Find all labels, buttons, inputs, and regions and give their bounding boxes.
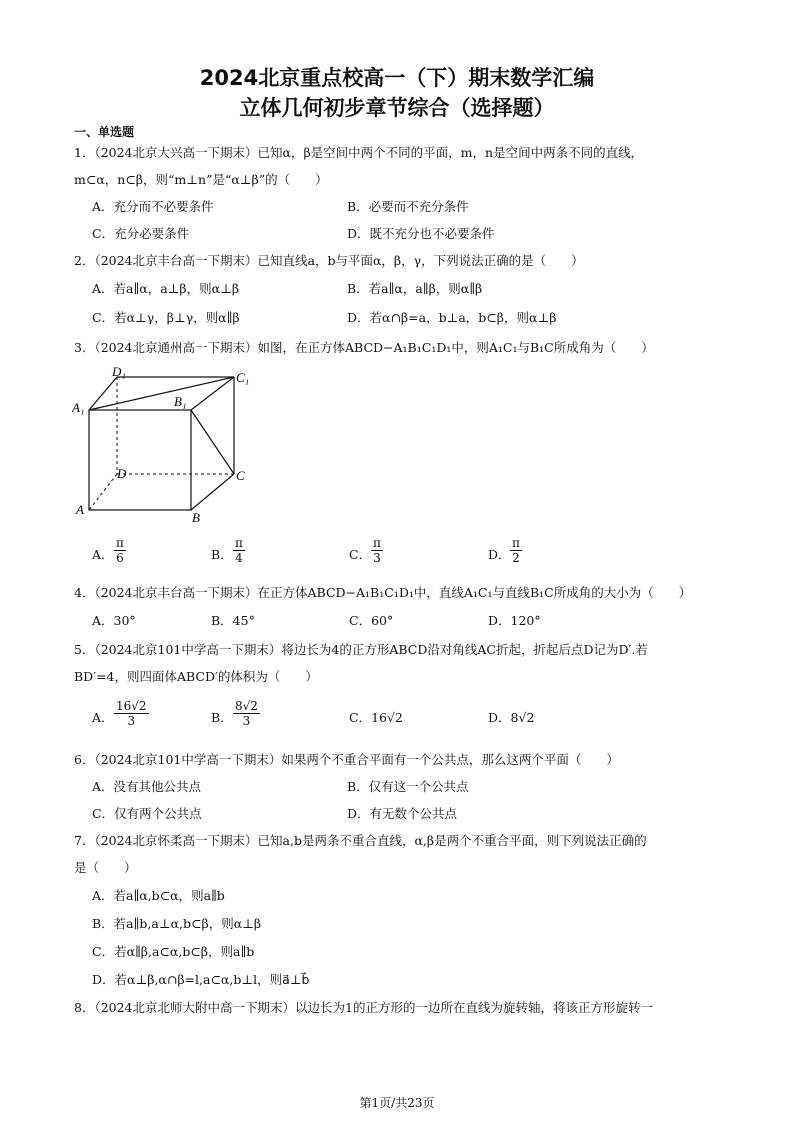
q5-option-d: D．8√2 (488, 710, 535, 725)
cube-figure (72, 360, 262, 526)
q2-option-d: D．若α∩β=a，b⊥a，b⊂β，则α⊥β (347, 310, 557, 325)
q7-stem-line1: 7．（2024北京怀柔高一下期末）已知a,b是两条不重合直线，α,β是两个不重合平面，则下列说法正确的 (74, 833, 647, 848)
label-a1: A₁ (72, 400, 85, 415)
q1-option-c: C．充分必要条件 (92, 226, 190, 241)
section-heading: 一、单选题 (74, 125, 135, 139)
q4-option-d: D．120° (488, 613, 541, 628)
q2-option-b: B．若a∥α，a∥β，则α∥β (347, 281, 483, 296)
q5-stem-line1: 5．（2024北京101中学高一下期末）将边长为4的正方形ABCD沿对角线AC折起，折起后点D记为D′.若 (74, 642, 648, 657)
q3-option-c-label: C． (349, 547, 372, 562)
label-c1: C₁ (236, 370, 250, 385)
label-d1: D₁ (112, 364, 126, 379)
q7-option-c: C．若α∥β,a⊂α,b⊂β，则a∥b (92, 944, 255, 959)
q1-option-d: D．既不充分也不必要条件 (347, 226, 495, 241)
q6-option-a: A．没有其他公共点 (92, 779, 202, 794)
q2-option-a: A．若a∥α，a⊥β，则α⊥β (92, 281, 240, 296)
q1-stem-line1: 1．（2024北京大兴高一下期末）已知α，β是空间中两个不同的平面，m，n是空间中两条不同的直线， (74, 145, 644, 160)
q6-stem: 6．（2024北京101中学高一下期末）如果两个不重合平面有一个公共点，那么这两个平面（ ） (74, 752, 619, 767)
q3-option-a-label: A． (92, 547, 114, 562)
q6-option-b: B．仅有这一个公共点 (347, 779, 469, 794)
q3-option-d-fraction: $\frac{\pi}{2}$ (512, 536, 520, 565)
q4-option-a: A．30° (92, 613, 136, 628)
q1-option-b: B．必要而不充分条件 (347, 199, 469, 214)
q3-option-c-fraction: $\frac{\pi}{3}$ (373, 536, 381, 565)
q3-option-b-label: B． (211, 547, 233, 562)
q3-option-a-fraction: $\frac{\pi}{6}$ (116, 536, 124, 565)
q4-option-c: C．60° (349, 613, 394, 628)
q7-option-b: B．若a∥b,a⊥α,b⊂β，则α⊥β (92, 916, 262, 931)
page-footer: 第1页/共23页 (359, 1096, 435, 1110)
q5-option-a-label: A． (92, 710, 114, 725)
q3-stem: 3．（2024北京通州高一下期末）如图，在正方体ABCD−A₁B₁C₁D₁中，则A₁C₁与B₁C所成角为（ ） (74, 340, 654, 355)
label-b: B (192, 510, 200, 525)
q7-stem-line2: 是（ ） (74, 860, 137, 875)
q5-stem-line2: BD′=4，则四面体ABCD′的体积为（ ） (74, 669, 318, 684)
q6-option-c: C．仅有两个公共点 (92, 806, 202, 821)
q3-option-b-fraction: $\frac{\pi}{4}$ (235, 536, 243, 565)
title-line-1: 2024北京重点校高一（下）期末数学汇编 (199, 66, 595, 90)
q1-option-a: A．充分而不必要条件 (92, 199, 214, 214)
label-c: C (236, 468, 245, 483)
label-d: D (117, 466, 127, 481)
q5-option-a-fraction: $\frac{16√2}{3}$ (116, 699, 147, 728)
q2-stem: 2．（2024北京丰台高一下期末）已知直线a，b与平面α，β，γ，下列说法正确的是（ ） (74, 253, 584, 268)
q4-option-b: B．45° (211, 613, 255, 628)
q5-option-b-label: B． (211, 710, 233, 725)
q2-option-c: C．若α⊥γ，β⊥γ，则α∥β (92, 310, 240, 325)
label-b1: B₁ (174, 394, 187, 409)
q5-option-b-fraction: $\frac{8√2}{3}$ (235, 699, 258, 728)
title-line-2: 立体几何初步章节综合（选择题） (239, 96, 555, 120)
q5-option-c: C．16√2 (349, 710, 403, 725)
q3-option-d-label: D． (488, 547, 511, 562)
q7-option-d: D．若α⊥β,α∩β=l,a⊂α,b⊥l，则a⃗⊥b⃗ (92, 972, 310, 987)
q1-stem-line2: m⊂α，n⊂β，则“m⊥n”是“α⊥β”的（ ） (74, 172, 328, 187)
q8-stem: 8．（2024北京北师大附中高一下期末）以边长为1的正方形的一边所在直线为旋转轴，将该正方形旋转一 (74, 1000, 653, 1015)
label-a: A (76, 502, 84, 517)
q6-option-d: D．有无数个公共点 (347, 806, 458, 821)
q7-option-a: A．若a∥α,b⊂α，则a∥b (92, 888, 225, 903)
q4-stem: 4．（2024北京丰台高一下期末）在正方体ABCD−A₁B₁C₁D₁中，直线A₁C₁与直线B₁C所成角的大小为（ ） (74, 585, 692, 600)
